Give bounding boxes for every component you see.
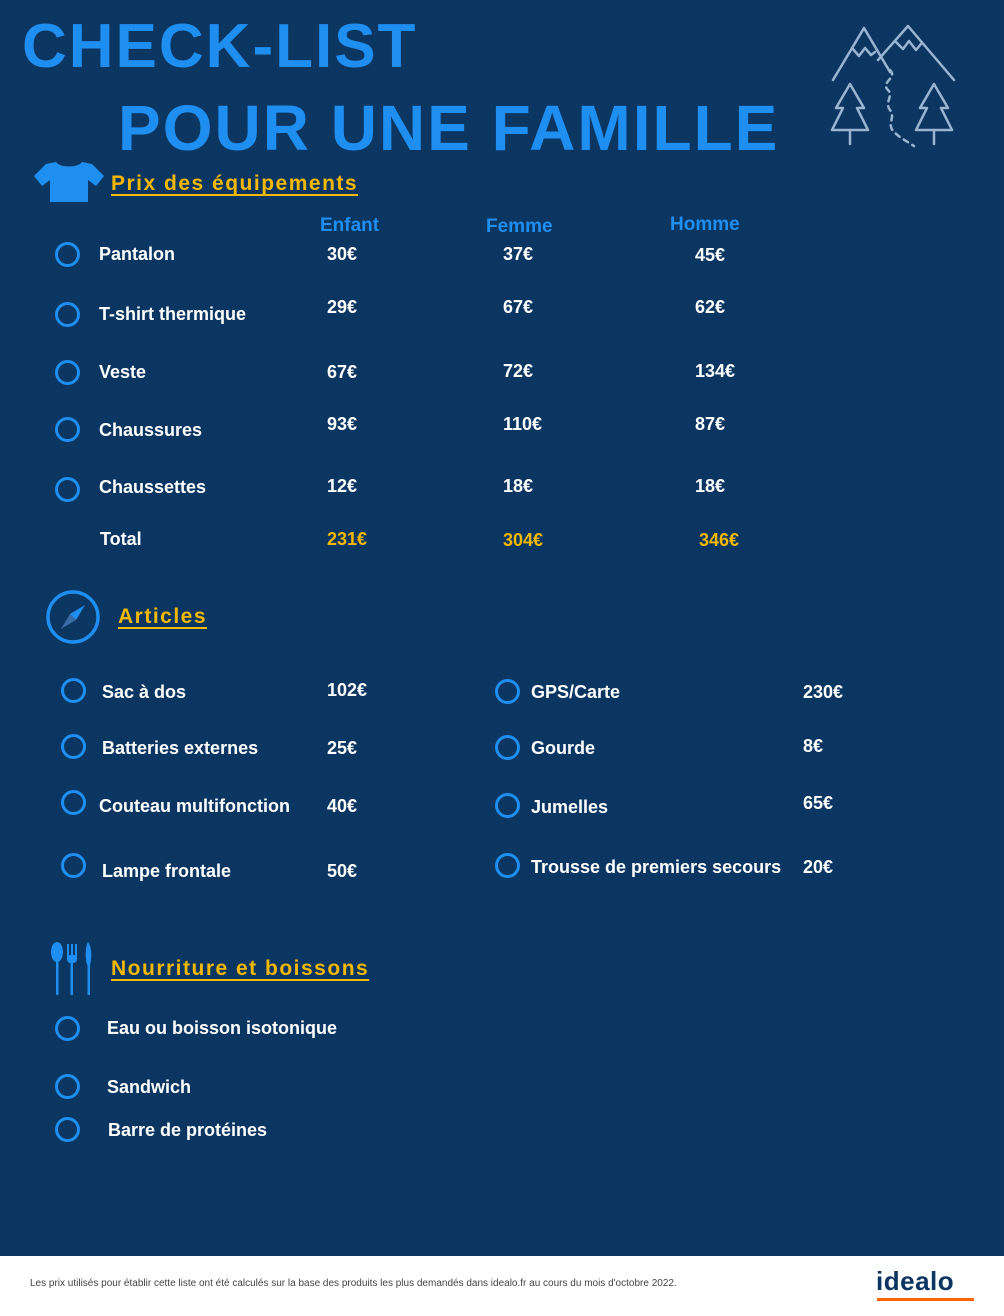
checkbox-gourde[interactable]	[495, 735, 520, 760]
item-label: Eau ou boisson isotonique	[107, 1018, 338, 1038]
footer-note: Les prix utilisés pour établir cette liste ont été calculés sur la base des produits les plus demandés dans idealo.fr au cours du mois d'octobre 2022.	[30, 1278, 677, 1289]
price-homme: 45€	[695, 245, 726, 265]
item-price: 65€	[803, 793, 834, 813]
checkbox-chaussettes[interactable]	[55, 477, 80, 502]
item-label: T-shirt thermique	[99, 304, 247, 324]
item-label: Chaussettes	[99, 477, 207, 497]
total-homme: 346€	[699, 530, 740, 550]
checkbox-gps-carte[interactable]	[495, 679, 520, 704]
total-label: Total	[100, 529, 142, 549]
item-label: Trousse de premiers secours	[531, 857, 782, 877]
price-enfant: 12€	[327, 476, 358, 496]
item-label: Pantalon	[99, 244, 176, 264]
compass-icon	[45, 589, 101, 645]
checkbox-veste[interactable]	[55, 360, 80, 385]
item-label: Chaussures	[99, 420, 203, 440]
checkbox-barre-proteines[interactable]	[55, 1117, 80, 1142]
price-homme: 87€	[695, 414, 726, 434]
column-header-homme: Homme	[670, 214, 740, 235]
logo-underline	[877, 1298, 974, 1301]
articles-section-title: Articles	[118, 605, 208, 628]
checkbox-couteau-multifonction[interactable]	[61, 790, 86, 815]
checkbox-tshirt-thermique[interactable]	[55, 302, 80, 327]
food-section-title: Nourriture et boissons	[111, 957, 370, 980]
checkbox-sandwich[interactable]	[55, 1074, 80, 1099]
total-femme: 304€	[503, 530, 544, 550]
item-label: Jumelles	[531, 797, 609, 817]
column-header-enfant: Enfant	[320, 215, 380, 236]
item-price: 102€	[327, 680, 368, 700]
column-header-femme: Femme	[486, 216, 553, 237]
item-label: Couteau multifonction	[99, 796, 290, 816]
checkbox-pantalon[interactable]	[55, 242, 80, 267]
sweater-icon	[32, 160, 106, 204]
price-femme: 110€	[503, 414, 543, 434]
price-enfant: 30€	[327, 244, 358, 264]
price-enfant: 29€	[327, 297, 358, 317]
item-label: GPS/Carte	[531, 682, 621, 702]
item-price: 25€	[327, 738, 358, 758]
price-homme: 62€	[695, 297, 726, 317]
price-femme: 37€	[503, 244, 534, 264]
checkbox-batteries-externes[interactable]	[61, 734, 86, 759]
equipment-section-title: Prix des équipements	[111, 172, 359, 195]
checkbox-sac-a-dos[interactable]	[61, 678, 86, 703]
total-enfant: 231€	[327, 529, 368, 549]
item-label: Gourde	[531, 738, 596, 758]
title-line-2: POUR UNE FAMILLE	[118, 92, 780, 164]
item-price: 50€	[327, 861, 358, 881]
item-label: Sandwich	[107, 1077, 192, 1097]
item-label: Batteries externes	[102, 738, 259, 758]
checkbox-chaussures[interactable]	[55, 417, 80, 442]
item-label: Sac à dos	[102, 682, 187, 702]
checkbox-eau-boisson[interactable]	[55, 1016, 80, 1041]
checkbox-trousse-premiers-secours[interactable]	[495, 853, 520, 878]
item-price: 8€	[803, 736, 824, 756]
price-femme: 72€	[503, 361, 534, 381]
idealo-logo[interactable]: idealo	[876, 1266, 955, 1296]
price-homme: 18€	[695, 476, 726, 496]
item-price: 20€	[803, 857, 834, 877]
title-line-1: CHECK-LIST	[22, 12, 418, 81]
price-enfant: 67€	[327, 362, 358, 382]
price-enfant: 93€	[327, 414, 358, 434]
cutlery-icon	[48, 941, 96, 997]
checkbox-jumelles[interactable]	[495, 793, 520, 818]
price-homme: 134€	[695, 361, 736, 381]
item-label: Barre de protéines	[108, 1120, 268, 1140]
item-price: 230€	[803, 682, 844, 702]
checkbox-lampe-frontale[interactable]	[61, 853, 86, 878]
mountains-trees-icon	[828, 22, 960, 148]
item-price: 40€	[327, 796, 358, 816]
price-femme: 18€	[503, 476, 534, 496]
item-label: Veste	[99, 362, 147, 382]
price-femme: 67€	[503, 297, 534, 317]
item-label: Lampe frontale	[102, 861, 232, 881]
